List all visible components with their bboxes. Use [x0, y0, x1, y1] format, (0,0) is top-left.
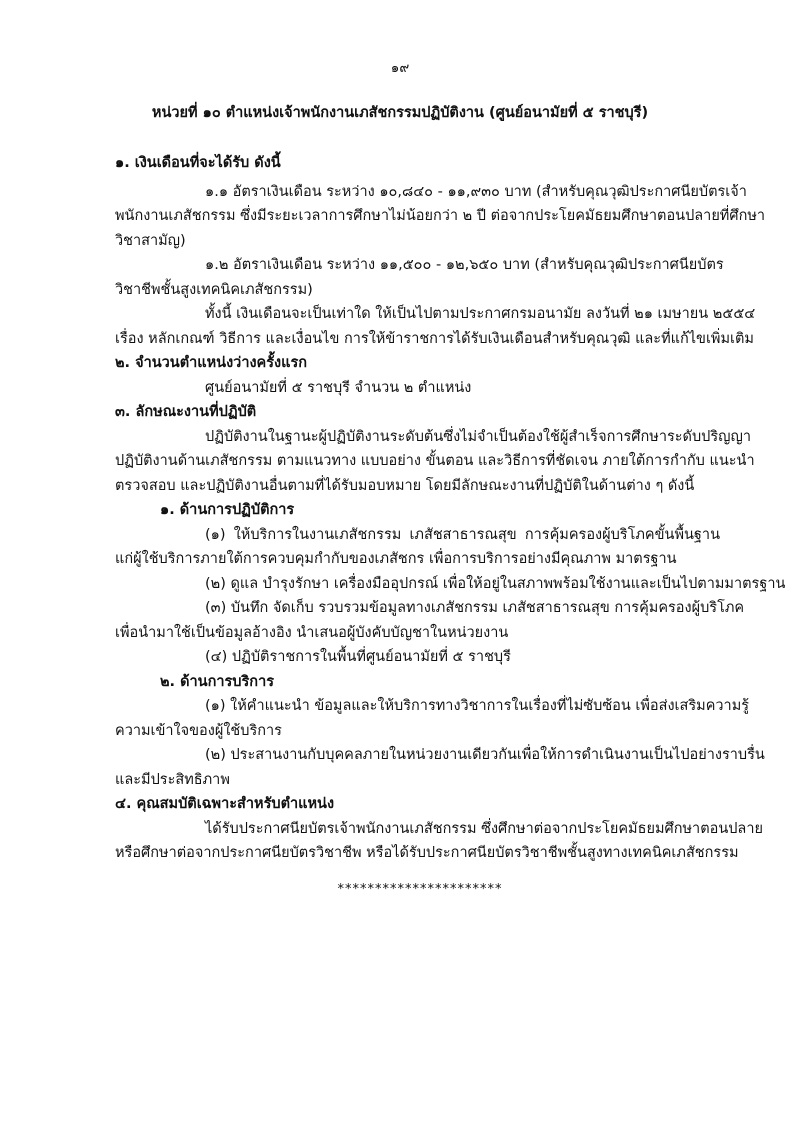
service-item-1-line-2: ความเข้าใจของผู้ใช้บริการ — [115, 723, 282, 739]
qualification-line-1: ได้รับประกาศนียบัตรเจ้าพนักงานเภสัชกรรม ซึ่งศึกษาต่อจากประโยคมัธยมศึกษาตอนปลาย — [205, 821, 763, 837]
operations-item-2: (๒) ดูแล บำรุงรักษา เครื่องมืออุปกรณ์ เพื่อให้อยู่ในสภาพพร้อมใช้งานและเป็นไปตามมาตรฐาน — [205, 576, 786, 592]
salary-1-line-2: พนักงานเภสัชกรรม ซึ่งมีระยะเวลาการศึกษาไม่น้อยกว่า ๒ ปี ต่อจากประโยคมัธยมศึกษาตอนปลายที่ศึกษา — [115, 208, 766, 224]
service-item-2-line-1: (๒) ประสานงานกับบุคคลภายในหน่วยงานเดียวกันเพื่อให้การดำเนินงานเป็นไปอย่างราบรื่น — [205, 747, 765, 763]
salary-1-line-1: ๑.๑ อัตราเงินเดือน ระหว่าง ๑๐,๘๔๐ - ๑๑,๙๓๐ บาท (สำหรับคุณวุฒิประกาศนียบัตรเจ้า — [205, 184, 747, 200]
service-heading: ๒. ด้านการบริการ — [160, 674, 274, 690]
vacancy-text: ศูนย์อนามัยที่ ๕ ราชบุรี จำนวน ๒ ตำแหน่ง — [205, 380, 472, 396]
section-3-heading: ๓. ลักษณะงานที่ปฏิบัติ — [115, 404, 257, 420]
operations-item-1-line-2: แก่ผู้ใช้บริการภายใต้การควบคุมกำกับของเภสัชกร เพื่อการบริการอย่างมีคุณภาพ มาตรฐาน — [115, 551, 677, 567]
operations-heading: ๑. ด้านการปฏิบัติการ — [160, 502, 295, 518]
section-2-heading: ๒. จำนวนตำแหน่งว่างครั้งแรก — [115, 355, 308, 371]
service-item-2-line-2: และมีประสิทธิภาพ — [115, 772, 230, 788]
section-4-heading: ๔. คุณสมบัติเฉพาะสำหรับตำแหน่ง — [115, 796, 335, 812]
salary-2-line-2: วิชาชีพชั้นสูงเทคนิคเภสัชกรรม) — [115, 282, 313, 298]
end-marker: ********************** — [337, 882, 503, 897]
page-number: ๑๙ — [390, 60, 410, 76]
operations-item-3-line-1: (๓) บันทึก จัดเก็บ รวบรวมข้อมูลทางเภสัชกรรม เภสัชสาธารณสุข การคุ้มครองผู้บริโภค — [205, 600, 745, 616]
duties-intro-line-2: ปฏิบัติงานด้านเภสัชกรรม ตามแนวทาง แบบอย่าง ขั้นตอน และวิธีการที่ชัดเจน ภายใต้การกำกับ แนะนำ — [115, 453, 755, 469]
duties-intro-line-3: ตรวจสอบ และปฏิบัติงานอื่นตามที่ได้รับมอบหมาย โดยมีลักษณะงานที่ปฏิบัติในด้านต่าง ๆ ดังนี้ — [115, 478, 695, 494]
operations-item-3-line-2: เพื่อนำมาใช้เป็นข้อมูลอ้างอิง นำเสนอผู้บังคับบัญชาในหน่วยงาน — [115, 625, 509, 641]
salary-note-line-1: ทั้งนี้ เงินเดือนจะเป็นเท่าใด ให้เป็นไปตามประกาศกรมอนามัย ลงวันที่ ๒๑ เมษายน ๒๕๕๔ — [205, 306, 756, 322]
salary-2-line-1: ๑.๒ อัตราเงินเดือน ระหว่าง ๑๑,๕๐๐ - ๑๒,๖๕๐ บาท (สำหรับคุณวุฒิประกาศนียบัตร — [205, 257, 724, 273]
operations-item-1-line-1: (๑) ให้บริการในงานเภสัชกรรม เภสัชสาธารณสุข การคุ้มครองผู้บริโภคขั้นพื้นฐาน — [205, 527, 720, 543]
service-item-1-line-1: (๑) ให้คำแนะนำ ข้อมูลและให้บริการทางวิชาการในเรื่องที่ไม่ซับซ้อน เพื่อส่งเสริมความรู้ — [205, 698, 750, 714]
document-title: หน่วยที่ ๑๐ ตำแหน่งเจ้าพนักงานเภสัชกรรมปฏิบัติงาน (ศูนย์อนามัยที่ ๕ ราชบุรี) — [151, 105, 649, 121]
section-1-heading: ๑. เงินเดือนที่จะได้รับ ดังนี้ — [115, 155, 281, 171]
salary-1-line-3: วิชาสามัญ) — [115, 233, 186, 249]
salary-note-line-2: เรื่อง หลักเกณฑ์ วิธีการ และเงื่อนไข การให้ข้าราชการได้รับเงินเดือนสำหรับคุณวุฒิ และที่แก้ไขเพิ่มเติม — [115, 331, 754, 347]
duties-intro-line-1: ปฏิบัติงานในฐานะผู้ปฏิบัติงานระดับต้นซึ่งไม่จำเป็นต้องใช้ผู้สำเร็จการศึกษาระดับปริญญา — [205, 429, 752, 445]
operations-item-4: (๔) ปฏิบัติราชการในพื้นที่ศูนย์อนามัยที่ ๕ ราชบุรี — [205, 649, 511, 665]
qualification-line-2: หรือศึกษาต่อจากประกาศนียบัตรวิชาชีพ หรือได้รับประกาศนียบัตรวิชาชีพชั้นสูงทางเทคนิคเภสัชกรรม — [115, 845, 739, 861]
